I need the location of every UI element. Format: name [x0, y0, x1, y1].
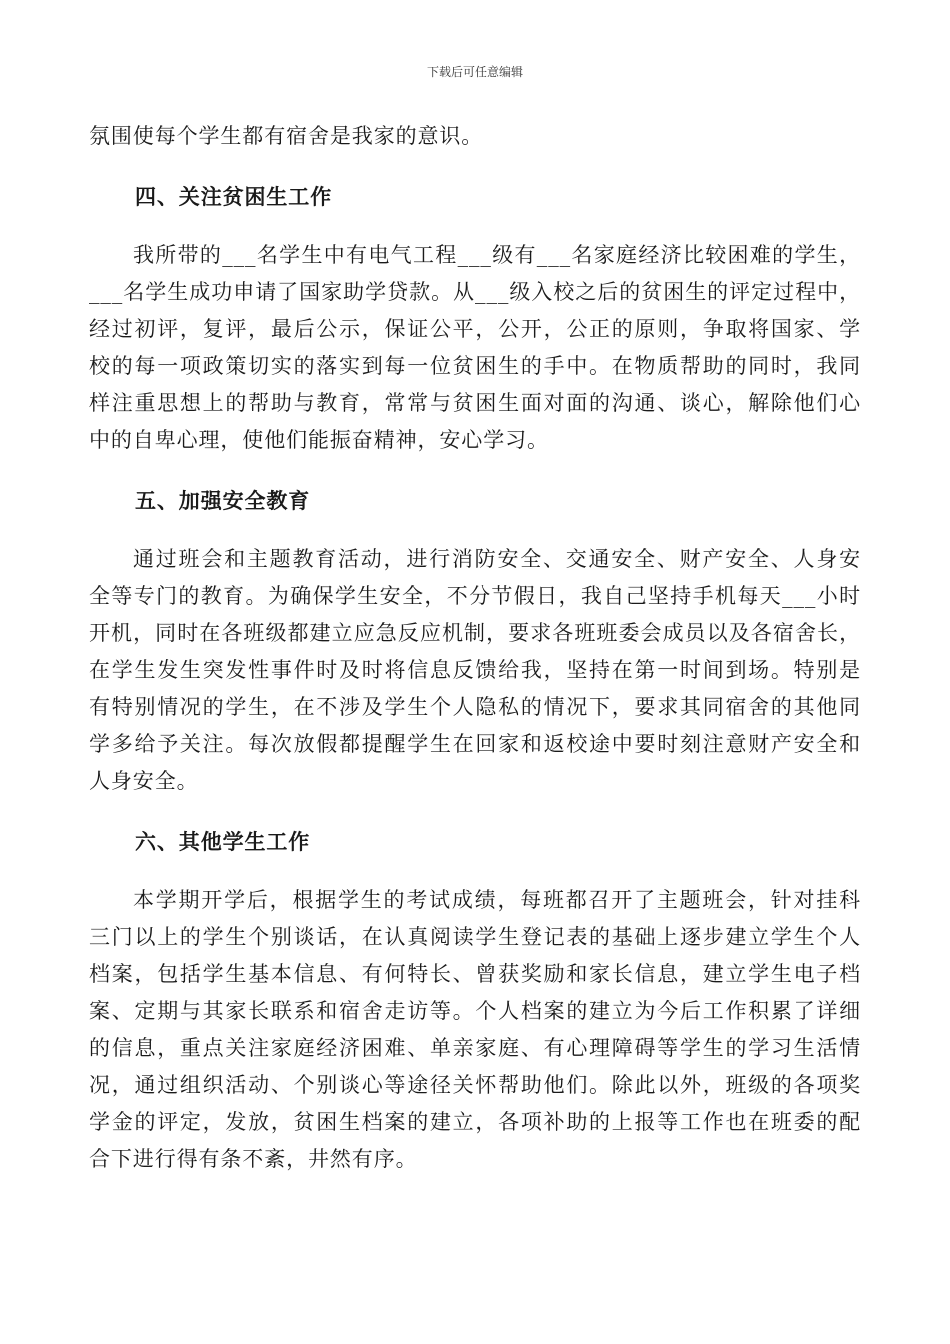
paragraph-line: 开机，同时在各班级都建立应急反应机制，要求各班班委会成员以及各宿舍长， [89, 621, 861, 645]
paragraph-line: 合下进行得有条不紊，井然有序。 [89, 1147, 418, 1171]
paragraph-line: 样注重思想上的帮助与教育，常常与贫困生面对面的沟通、谈心，解除他们心 [89, 391, 861, 415]
section-heading-6: 六、其他学生工作 [135, 829, 311, 854]
paragraph-line: 有特别情况的学生，在不涉及学生个人隐私的情况下，要求其同宿舍的其他同 [89, 695, 861, 719]
paragraph-line: 校的每一项政策切实的落实到每一位贫困生的手中。在物质帮助的同时，我同 [89, 354, 861, 378]
paragraph-line: 在学生发生突发性事件时及时将信息反馈给我，坚持在第一时间到场。特别是 [89, 658, 861, 682]
paragraph-line: 本学期开学后，根据学生的考试成绩，每班都召开了主题班会，针对挂科 [133, 888, 861, 912]
paragraph-line: 经过初评，复评，最后公示，保证公平，公开，公正的原则，争取将国家、学 [89, 317, 861, 341]
paragraph-line: 的信息，重点关注家庭经济困难、单亲家庭、有心理障碍等学生的学习生活情 [89, 1036, 861, 1060]
section-heading-5: 五、加强安全教育 [135, 488, 311, 513]
paragraph-line: 况，通过组织活动、个别谈心等途径关怀帮助他们。除此以外，班级的各项奖 [89, 1073, 861, 1097]
paragraph-line: 学多给予关注。每次放假都提醒学生在回家和返校途中要时刻注意财产安全和 [89, 732, 861, 756]
paragraph-line: 全等专门的教育。为确保学生安全，不分节假日，我自己坚持手机每天___小时 [89, 584, 861, 608]
paragraph-line: 学金的评定，发放，贫困生档案的建立，各项补助的上报等工作也在班委的配 [89, 1110, 861, 1134]
intro-line: 氛围使每个学生都有宿舍是我家的意识。 [89, 124, 484, 148]
section-heading-4: 四、关注贫困生工作 [135, 184, 333, 209]
document-body [89, 118, 861, 1178]
paragraph-line: 案、定期与其家长联系和宿舍走访等。个人档案的建立为今后工作积累了详细 [89, 999, 861, 1023]
paragraph-line: ___名学生成功申请了国家助学贷款。从___级入校之后的贫困生的评定过程中， [89, 280, 861, 304]
paragraph-line: 中的自卑心理，使他们能振奋精神，安心学习。 [89, 428, 549, 452]
paragraph-line: 档案，包括学生基本信息、有何特长、曾获奖励和家长信息，建立学生电子档 [89, 962, 861, 986]
paragraph-line: 通过班会和主题教育活动，进行消防安全、交通安全、财产安全、人身安 [133, 547, 861, 571]
paragraph-line: 人身安全。 [89, 769, 199, 793]
paragraph-line: 我所带的___名学生中有电气工程___级有___名家庭经济比较困难的学生， [133, 243, 861, 267]
paragraph-line: 三门以上的学生个别谈话，在认真阅读学生登记表的基础上逐步建立学生个人 [89, 925, 861, 949]
header-note: 下载后可任意编辑 [426, 65, 523, 79]
